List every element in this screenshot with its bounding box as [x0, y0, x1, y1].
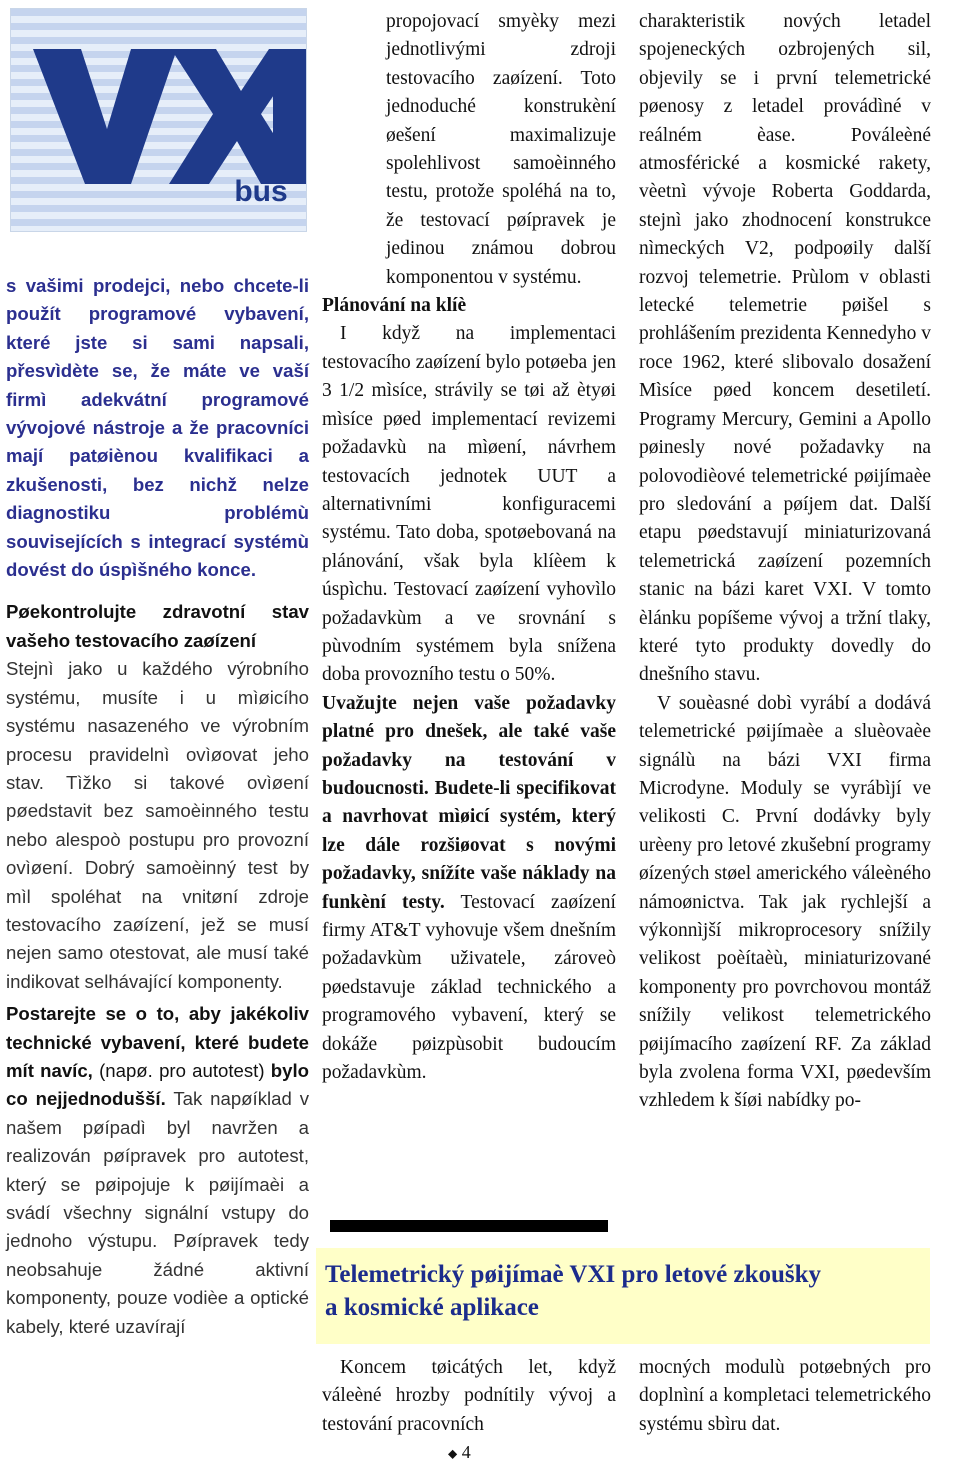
article-intro-right: [639, 1354, 931, 1439]
page-number-text: 4: [461, 1442, 471, 1462]
paragraph-history: charakteristik nových letadel spojeneckých ozbrojených sil, objevily se i první telemetrické pøenosy z letadel provádìné v reálném èase. Poválеèné atmosférické a kosmické rakety, vèetnì vývoje Roberta Goddarda, stejnì jako zhodnocení konstrukce nìmeckých V2, podpoøily další rozvoj telemetrie. Prùlom v oblasti letecké telemetrie pøišel s prohlášením prezidenta Kennedyho v roce 1962, které slibovalo dosažení Mìsíce pøed koncem desetiletí. Programy Mercury, Gemini a Apollo pøinesly nové požadavky na polovodièové telemetrické pøijímaèe pro sledování a pøíjem dat. Další etapu pøedstavují miniaturizovaná telemetrická zaøízení pozemních stanic na bázi karet VXI. V tomto èlánku popíšeme vývoj a tržní tlaky, které tyto produkty dovedly do dnešního stavu.: [639, 11, 931, 686]
paragraph-loops: propojovací smyèky mezi jednotlivými zdroji testovacího zaøízení. Toto jednoduché konstrukèní øešení maximalizuje spolehlivost samoèinného testu, protože spoléhá na to, že testovací pøípravek je jedinou známou dobrou komponentou v systému.: [386, 11, 616, 288]
article-title-line2: a kosmické aplikace: [325, 1294, 539, 1321]
section-heading-health: Pøekontrolujte zdravotní stav vašeho testovacího zaøízení: [6, 601, 309, 651]
column-right: [639, 8, 931, 1116]
vxibus-logo: [10, 8, 307, 232]
paragraph-health: Stejnì jako u každého výrobního systému, musíte i u mìøicího systému nasazeného ve výrobním procesu pravidelnì ovìøovat jeho stav. Tìžko si takové ovìøení pøedstavit bez samoèinného testu nebo alespoò postupu pro provozní ovìøení. Dobrý samoèinný test by mìl spoléhat na vnitøní zdroje testovacího zaøízení, jež se musí nejen samo otestovat, ale musí také indikovat selhávající komponenty.: [6, 658, 309, 992]
page-number: [448, 1442, 471, 1463]
lead-paragraph: s vašimi prodejci, nebo chcete-li použít programové vybavení, které jste si sami napsali, přesvìdète se, že máte ve vaší firmì adekvátní programové vývojové nástroje a že pracovníci mají patøiènou kvalifikaci a zkušenosti, bez nichž nelze diagnostiku problémù souvisejících s integrací systémù dovést do úspìšného konce.: [6, 275, 309, 581]
article-title-line1: Telemetrický pøijímaè VXI pro letové zkoušky: [325, 1261, 822, 1288]
divider-bar: [330, 1220, 608, 1232]
paragraph-microdyne: V souèasné dobì vyrábí a dodává telemetrické pøijímaèe a sluèovaèe signálù na bázi VXI firma Microdyne. Moduly se vyrábìjí ve velikosti C. První dodávky byly urèeny pro letové zkušební programy øízených støel amerického váleèného námoønictva. Tak jak rychlejší a výkonnìjší mikroprocesory snížily velikost poèítaèù, miniaturizované komponenty pro povrchovou montáž snížily velikost telemetrického pøijímacího zaøízení RF. Za základ byla zvolena forma VXI, pøedevším vzhledem k šíøi nabídky po-: [639, 692, 931, 1112]
bullet-icon: ◆: [448, 1446, 458, 1461]
emphasis-simple: bylo co nejjednodušší.: [6, 1059, 310, 1110]
paragraph-planning: I když na implementaci testovacího zaøízení bylo potøeba jen 3 1/2 mìsíce, strávily se tøi až ètyøi mìsíce pøed implementací revizemi požadavkù na mìøení, návrhem testovacích jednotek UUT a alternativními konfiguracemi systému. Tato doba, spotøebovaná na plánování, však byla klíèem k úspìchu. Testovací zaøízení vyhovìlo požadavkùm a ve srovnání s pùvodním systémem byla snížena doba provozního testu o 50%.: [322, 323, 616, 686]
article-title-box: [316, 1248, 930, 1344]
logo-sub-text: bus: [234, 175, 288, 208]
article-title: [316, 1248, 930, 1324]
paragraph-att: Testovací zaøízení firmy AT&T vyhovuje všem dnešním požadavkùm uživatele, zároveò pøedstavuje základ technického a programového vybavení, který se dokáže pøizpùsobit budoucím požadavkùm.: [322, 891, 616, 1084]
emphasis-future: Uvažujte nejen vaše požadavky platné pro dnešek, ale také vaše požadavky na testování v budoucnosti. Budete-li specifikovat a navrhovat mìøicí systém, který lze dále rozšiøovat s novými požadavky, snížíte vaše náklady na funkèní testy.: [322, 692, 616, 913]
paragraph-self-test: [6, 1000, 309, 1341]
paragraph-future: [322, 690, 616, 1088]
article-intro-left-text: Koncem tøicátých let, když váleèné hrozby podnítily vývoj a testování pracovních: [322, 1357, 616, 1435]
section-heading-planning: Plánování na klíè: [322, 295, 467, 317]
paragraph-fixture: Tak napøíklad v našem pøípadì byl navržen a realizován pøípravek pro autotest, který se pøipojuje k pøijímaèi a svádí všechny signální vstupy do jednoho výstupu. Pøípravek tedy neobsahuje žádné aktivní komponenty, pouze vodièe a optické kabely, které uzavírají: [6, 1088, 309, 1337]
article-intro-left: [322, 1354, 616, 1439]
note-autotest: (napø. pro autotest): [99, 1059, 265, 1081]
emphasis-hardware: Postarejte se o to, aby jakékoliv technické vybavení, které budete mít navíc,: [6, 1003, 309, 1081]
article-intro-right-text: mocných modulù potøebných pro doplnìní a kompletaci telemetrického systému sbìru dat.: [639, 1357, 931, 1435]
vxibus-logo-graphic: [11, 9, 306, 231]
column-middle: [322, 8, 616, 1087]
column-left: [6, 272, 309, 1341]
